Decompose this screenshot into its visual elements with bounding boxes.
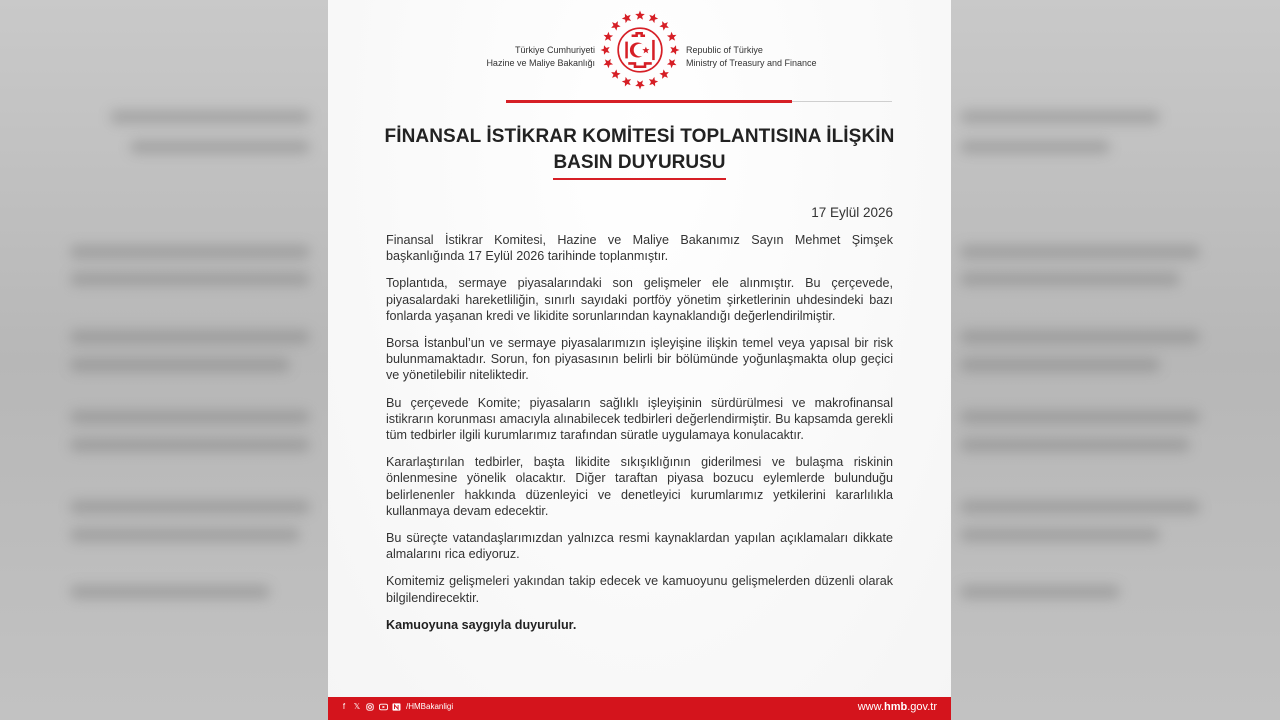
website-link[interactable]	[858, 701, 937, 713]
press-release-document	[328, 0, 951, 720]
document-header	[328, 6, 951, 98]
title-line-1: FİNANSAL İSTİKRAR KOMİTESİ TOPLANTISINA İLİŞKİN	[384, 126, 895, 147]
emblem-star	[635, 11, 645, 20]
header-red-rule	[506, 100, 792, 103]
paragraph-1: Finansal İstikrar Komitesi, Hazine ve Maliye Bakanımız Sayın Mehmet Şimşek başkanlığında 17 Eylül 2026 tarihinde toplanmıştır.	[386, 233, 893, 264]
emblem-star	[611, 69, 620, 78]
website-prefix: www.	[857, 701, 884, 713]
emblem-star	[649, 14, 658, 24]
emblem-star	[659, 69, 668, 78]
emblem-star	[659, 21, 668, 30]
emblem-star	[635, 80, 645, 89]
paragraph-4: Bu çerçevede Komite; piyasaların sağlıklı işleyişinin sürdürülmesi ve makrofinansal istikrarın korunması amacıyla alınabilecek tedbirleri değerlendirmiştir. Bu kapsamda gerekli tüm tedbirler ilgili kurumlarımız tarafından süratle uygulamaya konulacaktır.	[386, 395, 893, 443]
emblem-star	[667, 59, 677, 68]
closing-statement: Kamuoyuna saygıyla duyurulur.	[386, 617, 577, 632]
paragraph-7: Komitemiz gelişmeleri yakından takip edecek ve kamuoyunu gelişmelerden düzenli olarak bilgilendirecektir.	[386, 574, 893, 605]
website-domain: hmb	[884, 701, 908, 713]
blurred-backdrop-left	[0, 0, 330, 720]
youtube-icon[interactable]	[379, 703, 387, 711]
emblem-star	[622, 14, 631, 24]
emblem-star	[622, 77, 631, 87]
social-handle[interactable]: /HMBakanligi	[406, 702, 454, 711]
x-icon[interactable]: 𝕏	[353, 701, 361, 711]
blurred-backdrop-right	[950, 0, 1280, 720]
document-footer	[328, 697, 951, 720]
emblem-star	[670, 45, 679, 55]
emblem-star	[611, 21, 620, 30]
org-en-line1: Republic of Türkiye	[686, 45, 763, 55]
facebook-icon[interactable]: f	[342, 701, 346, 711]
document-body	[386, 232, 893, 644]
org-name-english	[686, 44, 856, 70]
paragraph-5: Kararlaştırılan tedbirler, başta likidite sıkışıklığının giderilmesi ve bulaşma riskinin önlenmesine yönelik olacaktır. Diğer taraftan piyasa bozucu eylemlerde bulunduğu belirlenenler hakkında düzenleyici ve denetleyici kurumlarımız yetkilerini kararlılıkla kullanmaya devam edecektir.	[386, 455, 893, 518]
website-suffix: .gov.tr	[907, 701, 937, 713]
org-tr-line2: Hazine ve Maliye Bakanlığı	[486, 58, 595, 68]
header-grey-rule	[792, 101, 892, 102]
document-date: 17 Eylül 2026	[811, 205, 893, 220]
document-title	[328, 124, 951, 180]
title-line-2: BASIN DUYURUSU	[553, 150, 725, 180]
emblem-star	[601, 45, 610, 55]
org-name-turkish	[435, 44, 595, 70]
ministry-emblem-icon	[598, 8, 682, 92]
emblem-star	[604, 59, 614, 68]
paragraph-6: Bu süreçte vatandaşlarımızdan yalnızca resmi kaynaklardan yapılan açıklamaları dikkate almalarını rica ediyoruz.	[386, 531, 893, 562]
emblem-star	[667, 32, 677, 41]
org-en-line2: Ministry of Treasury and Finance	[686, 58, 817, 68]
org-tr-line1: Türkiye Cumhuriyeti	[514, 45, 595, 55]
instagram-icon[interactable]	[366, 703, 374, 711]
emblem-star	[649, 77, 658, 87]
social-links	[340, 702, 453, 711]
emblem-star	[604, 32, 614, 41]
paragraph-2: Toplantıda, sermaye piyasalarındaki son gelişmeler ele alınmıştır. Bu çerçevede, piyasalardaki hareketliliğin, sınırlı sayıdaki portföy yönetim şirketlerinin uhdesindeki bazı fonlarda yaşanan kredi ve likidite sorunlarından kaynaklandığı değerlendirilmiştir.	[386, 276, 893, 323]
paragraph-3: Borsa İstanbul’un ve sermaye piyasalarımızın işleyişine ilişkin temel veya yapısal bir risk bulunmamaktadır. Sorun, fon piyasasının belirli bir bölümünde yoğunlaşmakta olup geçici ve yönetilebilir niteliktedir.	[386, 336, 893, 383]
nsosyal-icon[interactable]	[392, 703, 400, 711]
